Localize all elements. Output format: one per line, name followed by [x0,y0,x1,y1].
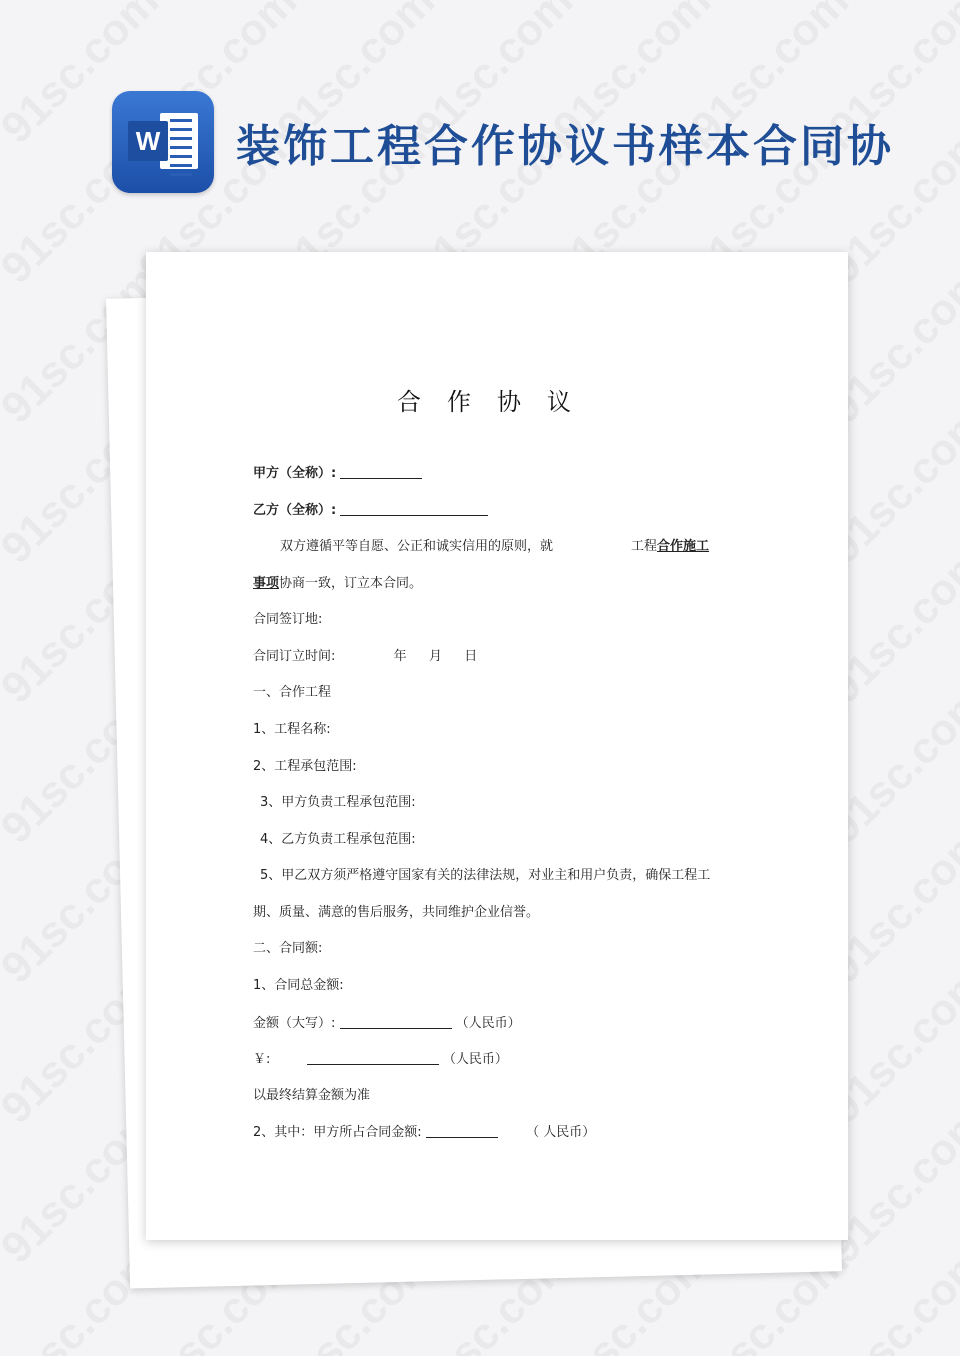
word-w-icon: W [128,121,168,161]
section-1-heading: 一、合作工程 [253,685,332,700]
amount-caps-blank[interactable] [340,1014,452,1029]
item-4: 4、乙方负责工程承包范围: [260,832,416,847]
party-b-blank[interactable] [340,501,488,516]
sign-time-label: 合同订立时间: [253,649,336,664]
rmb-label-3: （ 人民币） [526,1125,596,1140]
party-a-blank[interactable] [340,464,422,479]
intro-bold-1: 合作施工 [657,539,710,554]
intro-text-2: 工程 [631,539,658,554]
day-label: 日 [464,649,478,664]
intro-line-2 [253,575,422,593]
sign-time-line [253,648,477,666]
intro-text-3: 协商一致，订立本合同。 [279,576,423,591]
sign-place: 合同签订地: [253,612,323,627]
party-b-label: 乙方（全称）: [253,503,337,518]
item-3: 3、甲方负责工程承包范围: [260,795,416,810]
month-label: 月 [428,649,442,664]
yen-amount-line [253,1050,508,1069]
party-a-line [253,464,422,483]
rmb-label-1: （人民币） [455,1016,521,1031]
section-2-heading: 二、合同额: [253,941,323,956]
yen-label: ￥: [253,1052,271,1067]
document-heading: 合作协议 [397,388,597,416]
page-title: 装饰工程合作协议书样本合同协 [236,121,894,172]
party-a-share-label: 2、其中：甲方所占合同金额: [253,1125,422,1140]
intro-line-1 [280,538,709,556]
rmb-label-2: （人民币） [442,1052,508,1067]
party-a-share-blank[interactable] [426,1123,498,1138]
item-5-line-1: 5、甲乙双方须严格遵守国家有关的法律法规，对业主和用户负责，确保工程工 [260,868,711,883]
yen-amount-blank[interactable] [307,1050,439,1065]
total-amount-label: 1、合同总金额: [253,978,344,993]
year-label: 年 [393,649,407,664]
item-2: 2、工程承包范围: [253,759,357,774]
party-a-label: 甲方（全称）: [253,466,337,481]
party-a-share-line [253,1123,595,1142]
amount-caps-label: 金额（大写）: [253,1016,336,1031]
item-5-line-2: 期、质量、满意的售后服务，共同维护企业信誉。 [253,905,540,920]
intro-bold-2: 事项 [253,576,280,591]
intro-text-1: 双方遵循平等自愿、公正和诚实信用的原则，就 [280,539,554,554]
final-note: 以最终结算金额为准 [253,1088,371,1103]
amount-caps-line [253,1014,521,1033]
party-b-line [253,501,488,520]
document-page [146,252,848,1240]
item-1: 1、工程名称: [253,722,331,737]
word-app-icon [112,91,214,193]
